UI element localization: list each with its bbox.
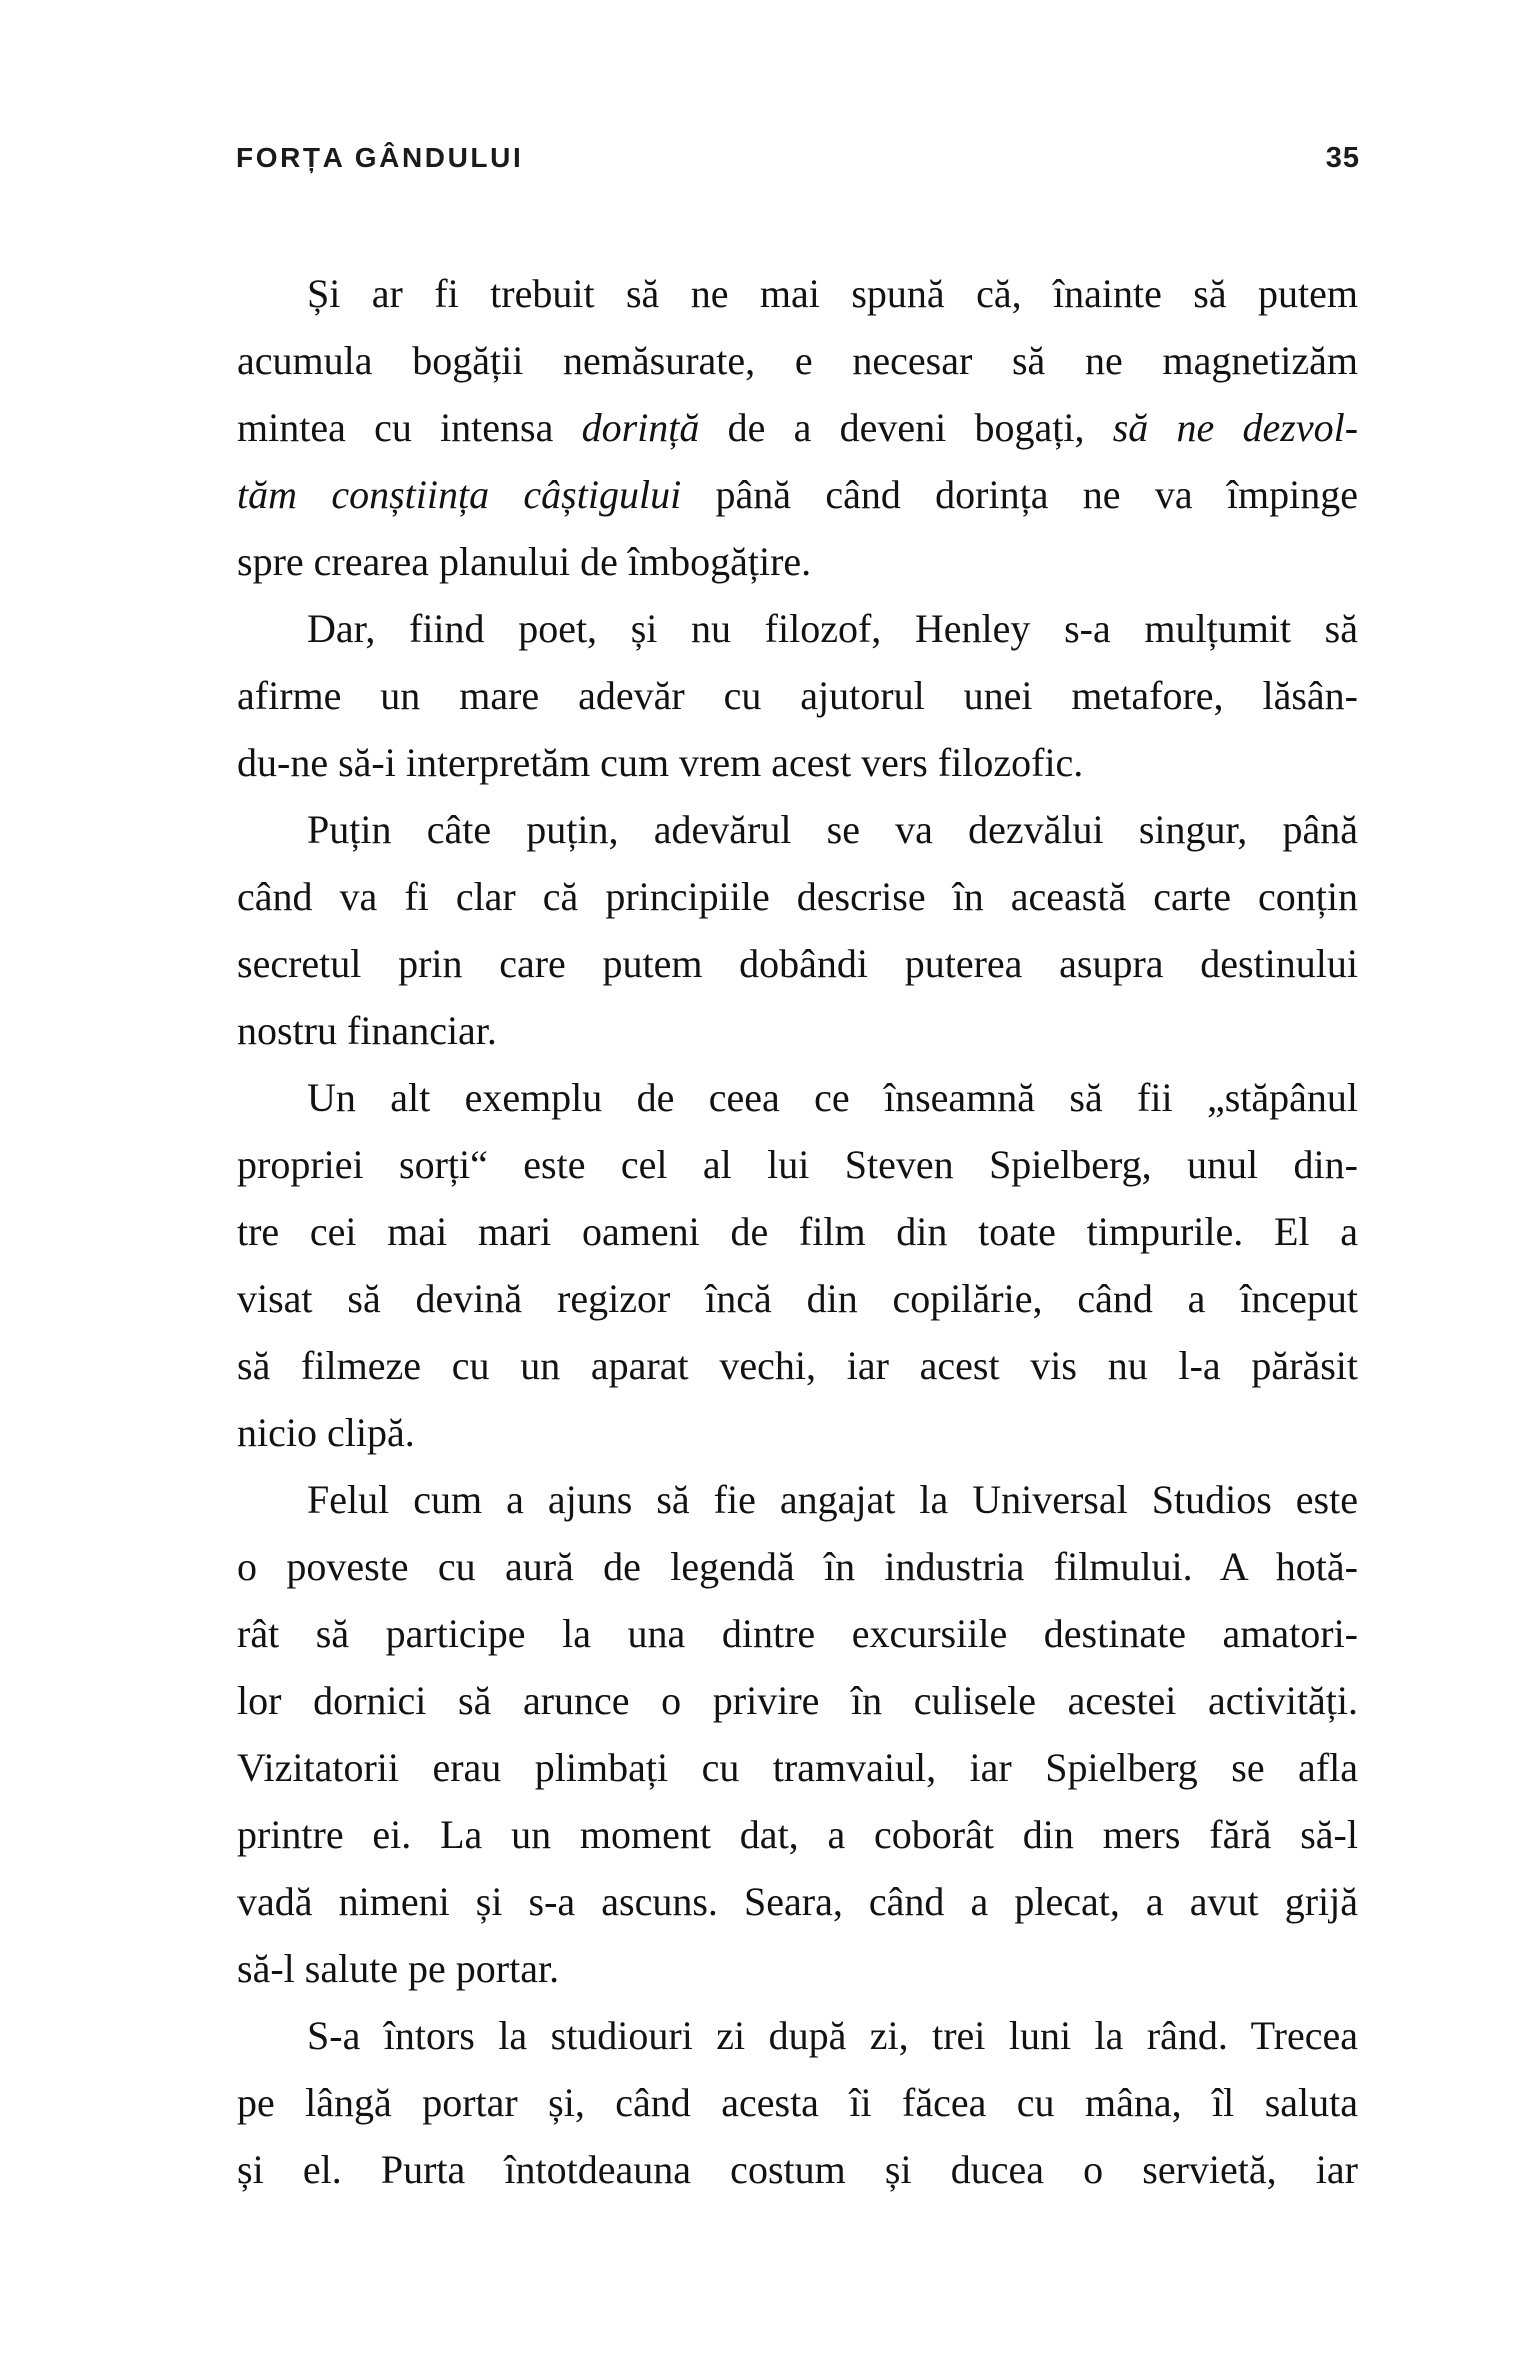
text-run: nostru financiar. (237, 1008, 497, 1053)
italic-text-run: tăm conștiința câștigului (237, 472, 682, 517)
text-run: și el. Purta întotdeauna costum și ducea o servietă, iar (237, 2147, 1358, 2192)
text-run: nicio clipă. (237, 1410, 415, 1455)
text-run: visat să devină regizor încă din copilărie, când a început (237, 1276, 1358, 1321)
text-line (237, 997, 1358, 1064)
text-run: Dar, fiind poet, și nu filozof, Henley s-a mulțumit să (307, 606, 1358, 651)
text-run: spre crearea planului de îmbogățire. (237, 539, 812, 584)
text-line (237, 1935, 1358, 2002)
text-line (237, 1198, 1358, 1265)
text-run: Un alt exemplu de ceea ce înseamnă să fii „stăpânul (307, 1075, 1358, 1120)
text-run: Puțin câte puțin, adevărul se va dezvălui singur, până (307, 807, 1358, 852)
text-run: lor dornici să arunce o privire în culisele acestei activități. (237, 1678, 1358, 1723)
text-run: rât să participe la una dintre excursiile destinate amatori- (237, 1611, 1358, 1656)
text-line (237, 1667, 1358, 1734)
text-line (237, 1131, 1358, 1198)
text-run: tre cei mai mari oameni de film din toate timpurile. El a (237, 1209, 1358, 1254)
page-number: 35 (1325, 142, 1360, 174)
paragraph (237, 796, 1358, 1064)
text-line (237, 2002, 1358, 2069)
italic-text-run: să ne dezvol- (1112, 405, 1359, 450)
text-line (237, 1600, 1358, 1667)
text-line (237, 595, 1358, 662)
text-run: să filmeze cu un aparat vechi, iar acest vis nu l-a părăsit (237, 1343, 1358, 1388)
text-line (237, 1801, 1358, 1868)
text-run: Felul cum a ajuns să fie angajat la Universal Studios este (307, 1477, 1358, 1522)
text-run: vadă nimeni și s-a ascuns. Seara, când a plecat, a avut grijă (237, 1879, 1358, 1924)
paragraph (237, 260, 1358, 595)
text-line (237, 1734, 1358, 1801)
paragraph (237, 2002, 1358, 2203)
text-line (237, 528, 1358, 595)
text-run: până când dorința ne va împinge (681, 472, 1359, 517)
text-run: să-l salute pe portar. (237, 1946, 560, 1991)
text-run: secretul prin care putem dobândi puterea asupra destinului (237, 941, 1358, 986)
text-run: afirme un mare adevăr cu ajutorul unei metafore, lăsân- (237, 673, 1358, 718)
header-title: FORȚA GÂNDULUI (236, 142, 524, 173)
text-line (237, 1332, 1358, 1399)
text-run: propriei sorți“ este cel al lui Steven Spielberg, unul din- (237, 1142, 1358, 1187)
text-run: pe lângă portar și, când acesta îi făcea cu mâna, îl saluta (237, 2080, 1358, 2125)
text-line (237, 930, 1358, 997)
text-line (237, 260, 1358, 327)
text-line (237, 1399, 1358, 1466)
running-header (236, 144, 1360, 173)
text-line (237, 1064, 1358, 1131)
text-line (237, 662, 1358, 729)
text-run: du-ne să-i interpretăm cum vrem acest vers filozofic. (237, 740, 1084, 785)
text-line (237, 1533, 1358, 1600)
text-run: când va fi clar că principiile descrise în această carte conțin (237, 874, 1358, 919)
paragraph (237, 595, 1358, 796)
text-run: mintea cu intensa (237, 405, 582, 450)
text-line (237, 1868, 1358, 1935)
text-run: acumula bogății nemăsurate, e necesar să ne magnetizăm (237, 338, 1358, 383)
paragraph (237, 1064, 1358, 1466)
text-line (237, 796, 1358, 863)
text-line (237, 327, 1358, 394)
text-line (237, 863, 1358, 930)
italic-text-run: dorință (581, 405, 700, 450)
text-line (237, 1466, 1358, 1533)
page-body (237, 260, 1358, 2203)
text-line (237, 1265, 1358, 1332)
text-line (237, 729, 1358, 796)
text-line (237, 2069, 1358, 2136)
text-line (237, 394, 1358, 461)
text-line (237, 461, 1358, 528)
text-line (237, 2136, 1358, 2203)
text-run: S-a întors la studiouri zi după zi, trei luni la rând. Trecea (307, 2013, 1358, 2058)
text-run: o poveste cu aură de legendă în industria filmului. A hotă- (237, 1544, 1358, 1589)
text-run: de a deveni bogați, (699, 405, 1113, 450)
text-run: Vizitatorii erau plimbați cu tramvaiul, iar Spielberg se afla (237, 1745, 1358, 1790)
paragraph (237, 1466, 1358, 2002)
text-run: Și ar fi trebuit să ne mai spună că, înainte să putem (307, 271, 1358, 316)
text-run: printre ei. La un moment dat, a coborât din mers fără să-l (237, 1812, 1358, 1857)
